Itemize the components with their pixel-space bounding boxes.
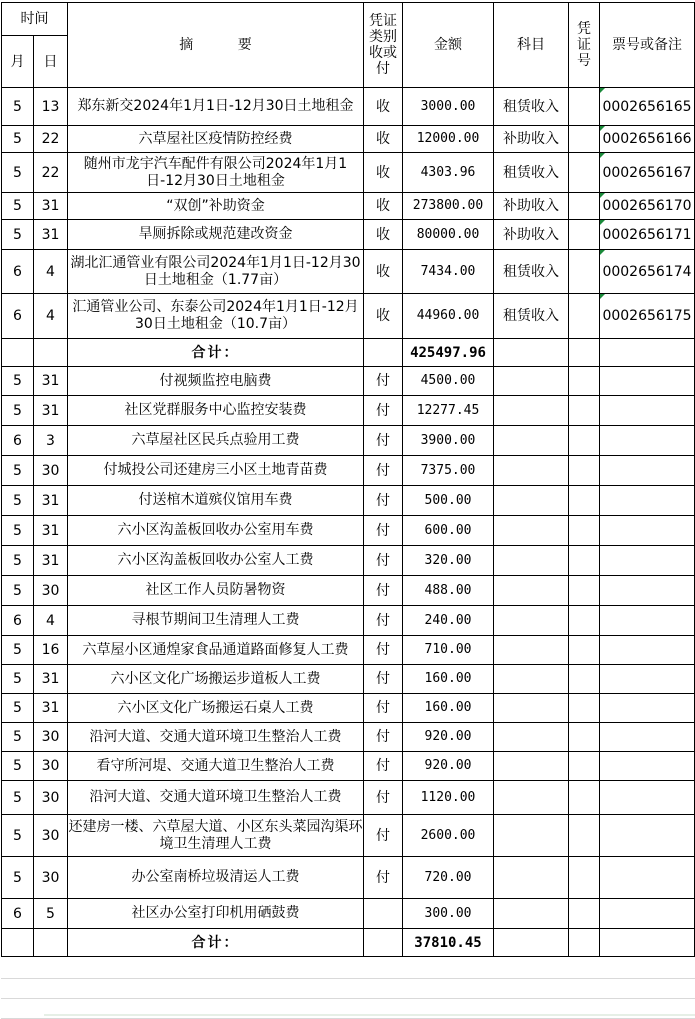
month-cell: 5 xyxy=(2,220,34,250)
voucher-type-cell: 付 xyxy=(364,516,403,546)
total-type-cell xyxy=(364,929,403,957)
day-cell: 31 xyxy=(34,193,68,220)
day-cell: 31 xyxy=(34,546,68,576)
month-cell: 5 xyxy=(2,126,34,153)
amount-cell: 4303.96 xyxy=(403,153,494,193)
voucher-type-cell: 付 xyxy=(364,752,403,781)
voucher-no-cell xyxy=(569,88,600,126)
table-row xyxy=(2,250,695,294)
voucher-no-cell xyxy=(569,516,600,546)
table-row xyxy=(2,516,695,546)
voucher-type-cell: 付 xyxy=(364,857,403,899)
month-cell: 5 xyxy=(2,367,34,396)
ledger-table xyxy=(1,2,695,957)
total-subject-cell xyxy=(494,929,569,957)
amount-cell: 488.00 xyxy=(403,576,494,606)
day-cell: 4 xyxy=(34,250,68,294)
ticket-cell xyxy=(600,250,695,294)
header-subject: 科目 xyxy=(494,3,569,88)
voucher-no-cell xyxy=(569,367,600,396)
total-amount: 37810.45 xyxy=(403,929,494,957)
amount-cell: 4500.00 xyxy=(403,367,494,396)
summary-cell: 付视频监控电脑费 xyxy=(68,367,364,396)
voucher-type-cell: 付 xyxy=(364,456,403,486)
day-cell: 30 xyxy=(34,815,68,857)
day-cell: 5 xyxy=(34,899,68,929)
subject-cell xyxy=(494,723,569,752)
summary-cell: 六小区沟盖板回收办公室用车费 xyxy=(68,516,364,546)
day-cell: 31 xyxy=(34,516,68,546)
sheet-edge xyxy=(44,1014,695,1016)
total-month-cell xyxy=(2,339,34,367)
ticket-cell xyxy=(600,294,695,339)
voucher-no-cell xyxy=(569,456,600,486)
voucher-type-cell: 付 xyxy=(364,576,403,606)
month-cell: 5 xyxy=(2,665,34,694)
month-cell: 6 xyxy=(2,250,34,294)
ticket-cell xyxy=(600,723,695,752)
table-row xyxy=(2,367,695,396)
total-row xyxy=(2,929,695,957)
subject-cell: 租赁收入 xyxy=(494,294,569,339)
ticket-cell xyxy=(600,546,695,576)
table-row xyxy=(2,899,695,929)
total-voucher-cell xyxy=(569,339,600,367)
total-row xyxy=(2,339,695,367)
subject-cell xyxy=(494,426,569,456)
subject-cell xyxy=(494,367,569,396)
day-cell: 30 xyxy=(34,723,68,752)
ticket-cell xyxy=(600,857,695,899)
summary-cell: 六草屋社区民兵点验用工费 xyxy=(68,426,364,456)
table-row xyxy=(2,694,695,723)
amount-cell: 300.00 xyxy=(403,899,494,929)
table-row xyxy=(2,294,695,339)
voucher-no-cell xyxy=(569,752,600,781)
table-row xyxy=(2,857,695,899)
voucher-no-cell xyxy=(569,815,600,857)
amount-cell: 3900.00 xyxy=(403,426,494,456)
header-voucher-no: 凭证号 xyxy=(569,3,600,88)
month-cell: 5 xyxy=(2,88,34,126)
summary-cell: “双创”补助资金 xyxy=(68,193,364,220)
summary-cell: 郑东新交2024年1月1日-12月30日土地租金 xyxy=(68,88,364,126)
ticket-cell xyxy=(600,516,695,546)
month-cell: 5 xyxy=(2,546,34,576)
total-type-cell xyxy=(364,339,403,367)
table-row xyxy=(2,665,695,694)
day-cell: 3 xyxy=(34,426,68,456)
voucher-type-cell: 付 xyxy=(364,781,403,815)
amount-cell: 1120.00 xyxy=(403,781,494,815)
comment-marker-icon xyxy=(600,126,605,131)
voucher-type-cell: 付 xyxy=(364,606,403,636)
voucher-type-cell: 付 xyxy=(364,815,403,857)
day-cell: 30 xyxy=(34,456,68,486)
table-row xyxy=(2,752,695,781)
ticket-number: 0002656166 xyxy=(602,131,692,147)
summary-cell: 看守所河堤、交通大道卫生整治人工费 xyxy=(68,752,364,781)
voucher-type-cell: 付 xyxy=(364,486,403,516)
voucher-type-cell: 付 xyxy=(364,665,403,694)
amount-cell: 500.00 xyxy=(403,486,494,516)
day-cell: 30 xyxy=(34,781,68,815)
summary-cell: 六草屋小区通煌家食品通道路面修复人工费 xyxy=(68,636,364,665)
empty-grid-rows xyxy=(1,978,695,1019)
ticket-cell xyxy=(600,193,695,220)
voucher-type-cell: 收 xyxy=(364,88,403,126)
subject-cell xyxy=(494,486,569,516)
month-cell: 5 xyxy=(2,723,34,752)
summary-cell: 办公室南桥垃圾清运人工费 xyxy=(68,857,364,899)
table-row xyxy=(2,396,695,426)
month-cell: 5 xyxy=(2,857,34,899)
day-cell: 31 xyxy=(34,220,68,250)
header-ticket: 票号或备注 xyxy=(600,3,695,88)
comment-marker-icon xyxy=(600,88,605,93)
total-month-cell xyxy=(2,929,34,957)
amount-cell: 240.00 xyxy=(403,606,494,636)
ticket-cell xyxy=(600,426,695,456)
amount-cell: 710.00 xyxy=(403,636,494,665)
subject-cell xyxy=(494,694,569,723)
voucher-no-cell xyxy=(569,546,600,576)
voucher-type-cell: 收 xyxy=(364,294,403,339)
month-cell: 5 xyxy=(2,752,34,781)
month-cell: 5 xyxy=(2,636,34,665)
voucher-no-cell xyxy=(569,396,600,426)
day-cell: 22 xyxy=(34,126,68,153)
header-month: 月 xyxy=(2,36,34,88)
ticket-number: 0002656174 xyxy=(602,263,692,280)
ticket-cell xyxy=(600,752,695,781)
amount-cell: 160.00 xyxy=(403,694,494,723)
day-cell: 31 xyxy=(34,486,68,516)
amount-cell: 2600.00 xyxy=(403,815,494,857)
month-cell: 6 xyxy=(2,294,34,339)
summary-cell: 寻根节期间卫生清理人工费 xyxy=(68,606,364,636)
header-amount: 金额 xyxy=(403,3,494,88)
ticket-cell xyxy=(600,153,695,193)
voucher-no-cell xyxy=(569,781,600,815)
voucher-type-cell: 收 xyxy=(364,250,403,294)
ticket-cell xyxy=(600,220,695,250)
subject-cell xyxy=(494,815,569,857)
summary-cell: 湖北汇通管业有限公司2024年1月1日-12月30日土地租金（1.77亩） xyxy=(68,250,364,294)
ticket-cell xyxy=(600,636,695,665)
total-day-cell xyxy=(34,339,68,367)
subject-cell: 租赁收入 xyxy=(494,88,569,126)
voucher-no-cell xyxy=(569,294,600,339)
comment-marker-icon xyxy=(600,220,605,225)
total-label: 合计： xyxy=(68,929,364,957)
summary-cell: 社区党群服务中心监控安装费 xyxy=(68,396,364,426)
day-cell: 16 xyxy=(34,636,68,665)
ticket-cell xyxy=(600,396,695,426)
header-summary: 摘 要 xyxy=(68,3,364,88)
month-cell: 5 xyxy=(2,781,34,815)
table-row xyxy=(2,426,695,456)
voucher-type-cell: 付 xyxy=(364,367,403,396)
table-row xyxy=(2,781,695,815)
total-ticket-cell xyxy=(600,929,695,957)
voucher-no-cell xyxy=(569,193,600,220)
day-cell: 30 xyxy=(34,857,68,899)
voucher-no-cell xyxy=(569,636,600,665)
header-time: 时间 xyxy=(2,3,68,36)
month-cell: 5 xyxy=(2,456,34,486)
voucher-no-cell xyxy=(569,723,600,752)
header-voucher-type: 凭证类别收或付 xyxy=(364,3,403,88)
day-cell: 31 xyxy=(34,396,68,426)
table-row xyxy=(2,88,695,126)
day-cell: 4 xyxy=(34,606,68,636)
voucher-type-cell: 收 xyxy=(364,193,403,220)
table-row xyxy=(2,606,695,636)
summary-cell: 随州市龙宇汽车配件有限公司2024年1月1日-12月30日土地租金 xyxy=(68,153,364,193)
day-cell: 4 xyxy=(34,294,68,339)
voucher-type-cell: 付 xyxy=(364,723,403,752)
day-cell: 13 xyxy=(34,88,68,126)
subject-cell: 租赁收入 xyxy=(494,153,569,193)
amount-cell: 320.00 xyxy=(403,546,494,576)
table-row xyxy=(2,193,695,220)
subject-cell: 补助收入 xyxy=(494,193,569,220)
subject-cell xyxy=(494,396,569,426)
voucher-type-cell: 收 xyxy=(364,153,403,193)
voucher-type-cell: 付 xyxy=(364,546,403,576)
voucher-no-cell xyxy=(569,857,600,899)
table-row xyxy=(2,723,695,752)
header-day: 日 xyxy=(34,36,68,88)
summary-cell: 汇通管业公司、东泰公司2024年1月1日-12月30日土地租金（10.7亩） xyxy=(68,294,364,339)
voucher-type-cell: 付 xyxy=(364,396,403,426)
subject-cell xyxy=(494,857,569,899)
subject-cell: 补助收入 xyxy=(494,126,569,153)
summary-cell: 旱厕拆除或规范建改资金 xyxy=(68,220,364,250)
ticket-cell xyxy=(600,576,695,606)
table-row xyxy=(2,546,695,576)
summary-cell: 六草屋社区疫情防控经费 xyxy=(68,126,364,153)
ticket-number: 0002656165 xyxy=(602,98,692,115)
amount-cell: 600.00 xyxy=(403,516,494,546)
ticket-cell xyxy=(600,126,695,153)
month-cell: 6 xyxy=(2,426,34,456)
voucher-no-cell xyxy=(569,576,600,606)
day-cell: 22 xyxy=(34,153,68,193)
subject-cell: 租赁收入 xyxy=(494,250,569,294)
voucher-type-cell: 付 xyxy=(364,426,403,456)
subject-cell xyxy=(494,781,569,815)
voucher-type-cell: 付 xyxy=(364,636,403,665)
total-amount: 425497.96 xyxy=(403,339,494,367)
subject-cell xyxy=(494,636,569,665)
ticket-cell xyxy=(600,781,695,815)
total-day-cell xyxy=(34,929,68,957)
day-cell: 30 xyxy=(34,576,68,606)
voucher-no-cell xyxy=(569,426,600,456)
month-cell: 5 xyxy=(2,486,34,516)
amount-cell: 920.00 xyxy=(403,723,494,752)
month-cell: 6 xyxy=(2,606,34,636)
amount-cell: 44960.00 xyxy=(403,294,494,339)
comment-marker-icon xyxy=(600,250,605,255)
table-row xyxy=(2,486,695,516)
amount-cell: 7434.00 xyxy=(403,250,494,294)
summary-cell: 六小区文化广场搬运步道板人工费 xyxy=(68,665,364,694)
summary-cell: 还建房一楼、六草屋大道、小区东头菜园沟渠环境卫生清理人工费 xyxy=(68,815,364,857)
voucher-no-cell xyxy=(569,899,600,929)
ticket-number: 0002656175 xyxy=(602,308,692,324)
month-cell: 5 xyxy=(2,153,34,193)
amount-cell: 273800.00 xyxy=(403,193,494,220)
month-cell: 5 xyxy=(2,516,34,546)
month-cell: 5 xyxy=(2,694,34,723)
amount-cell: 12277.45 xyxy=(403,396,494,426)
month-cell: 5 xyxy=(2,815,34,857)
ticket-cell xyxy=(600,606,695,636)
month-cell: 5 xyxy=(2,576,34,606)
voucher-no-cell xyxy=(569,220,600,250)
table-row xyxy=(2,126,695,153)
ticket-cell xyxy=(600,486,695,516)
day-cell: 30 xyxy=(34,752,68,781)
voucher-no-cell xyxy=(569,694,600,723)
summary-cell: 六小区文化广场搬运石桌人工费 xyxy=(68,694,364,723)
month-cell: 5 xyxy=(2,193,34,220)
voucher-type-cell: 付 xyxy=(364,694,403,723)
voucher-no-cell xyxy=(569,665,600,694)
month-cell: 6 xyxy=(2,899,34,929)
comment-marker-icon xyxy=(600,294,605,299)
day-cell: 31 xyxy=(34,694,68,723)
comment-marker-icon xyxy=(600,153,605,158)
ticket-cell xyxy=(600,665,695,694)
summary-cell: 六小区沟盖板回收办公室人工费 xyxy=(68,546,364,576)
subject-cell: 补助收入 xyxy=(494,220,569,250)
table-row xyxy=(2,636,695,665)
voucher-no-cell xyxy=(569,486,600,516)
summary-cell: 付城投公司还建房三小区土地青苗费 xyxy=(68,456,364,486)
amount-cell: 720.00 xyxy=(403,857,494,899)
voucher-no-cell xyxy=(569,250,600,294)
voucher-type-cell: 收 xyxy=(364,220,403,250)
voucher-no-cell xyxy=(569,606,600,636)
table-row xyxy=(2,220,695,250)
voucher-no-cell xyxy=(569,153,600,193)
subject-cell xyxy=(494,665,569,694)
total-voucher-cell xyxy=(569,929,600,957)
ticket-cell xyxy=(600,88,695,126)
amount-cell: 3000.00 xyxy=(403,88,494,126)
subject-cell xyxy=(494,899,569,929)
voucher-type-cell xyxy=(364,899,403,929)
total-label: 合计： xyxy=(68,339,364,367)
ticket-number: 0002656171 xyxy=(602,226,692,243)
amount-cell: 920.00 xyxy=(403,752,494,781)
table-row xyxy=(2,815,695,857)
table-row xyxy=(2,153,695,193)
ticket-cell xyxy=(600,815,695,857)
subject-cell xyxy=(494,752,569,781)
voucher-type-cell: 收 xyxy=(364,126,403,153)
ticket-cell xyxy=(600,367,695,396)
amount-cell: 80000.00 xyxy=(403,220,494,250)
summary-cell: 沿河大道、交通大道环境卫生整治人工费 xyxy=(68,723,364,752)
subject-cell xyxy=(494,576,569,606)
comment-marker-icon xyxy=(600,193,605,198)
ticket-cell xyxy=(600,694,695,723)
total-ticket-cell xyxy=(600,339,695,367)
ticket-cell xyxy=(600,456,695,486)
table-row xyxy=(2,576,695,606)
ticket-number: 0002656170 xyxy=(602,198,692,214)
summary-cell: 沿河大道、交通大道环境卫生整治人工费 xyxy=(68,781,364,815)
total-subject-cell xyxy=(494,339,569,367)
voucher-no-cell xyxy=(569,126,600,153)
summary-cell: 社区办公室打印机用硒鼓费 xyxy=(68,899,364,929)
summary-cell: 社区工作人员防暑物资 xyxy=(68,576,364,606)
subject-cell xyxy=(494,606,569,636)
subject-cell xyxy=(494,456,569,486)
ticket-cell xyxy=(600,899,695,929)
subject-cell xyxy=(494,546,569,576)
summary-cell: 付送棺木道殡仪馆用车费 xyxy=(68,486,364,516)
day-cell: 31 xyxy=(34,665,68,694)
month-cell: 5 xyxy=(2,396,34,426)
subject-cell xyxy=(494,516,569,546)
ticket-number: 0002656167 xyxy=(602,164,692,181)
amount-cell: 160.00 xyxy=(403,665,494,694)
table-row xyxy=(2,456,695,486)
amount-cell: 12000.00 xyxy=(403,126,494,153)
day-cell: 31 xyxy=(34,367,68,396)
amount-cell: 7375.00 xyxy=(403,456,494,486)
